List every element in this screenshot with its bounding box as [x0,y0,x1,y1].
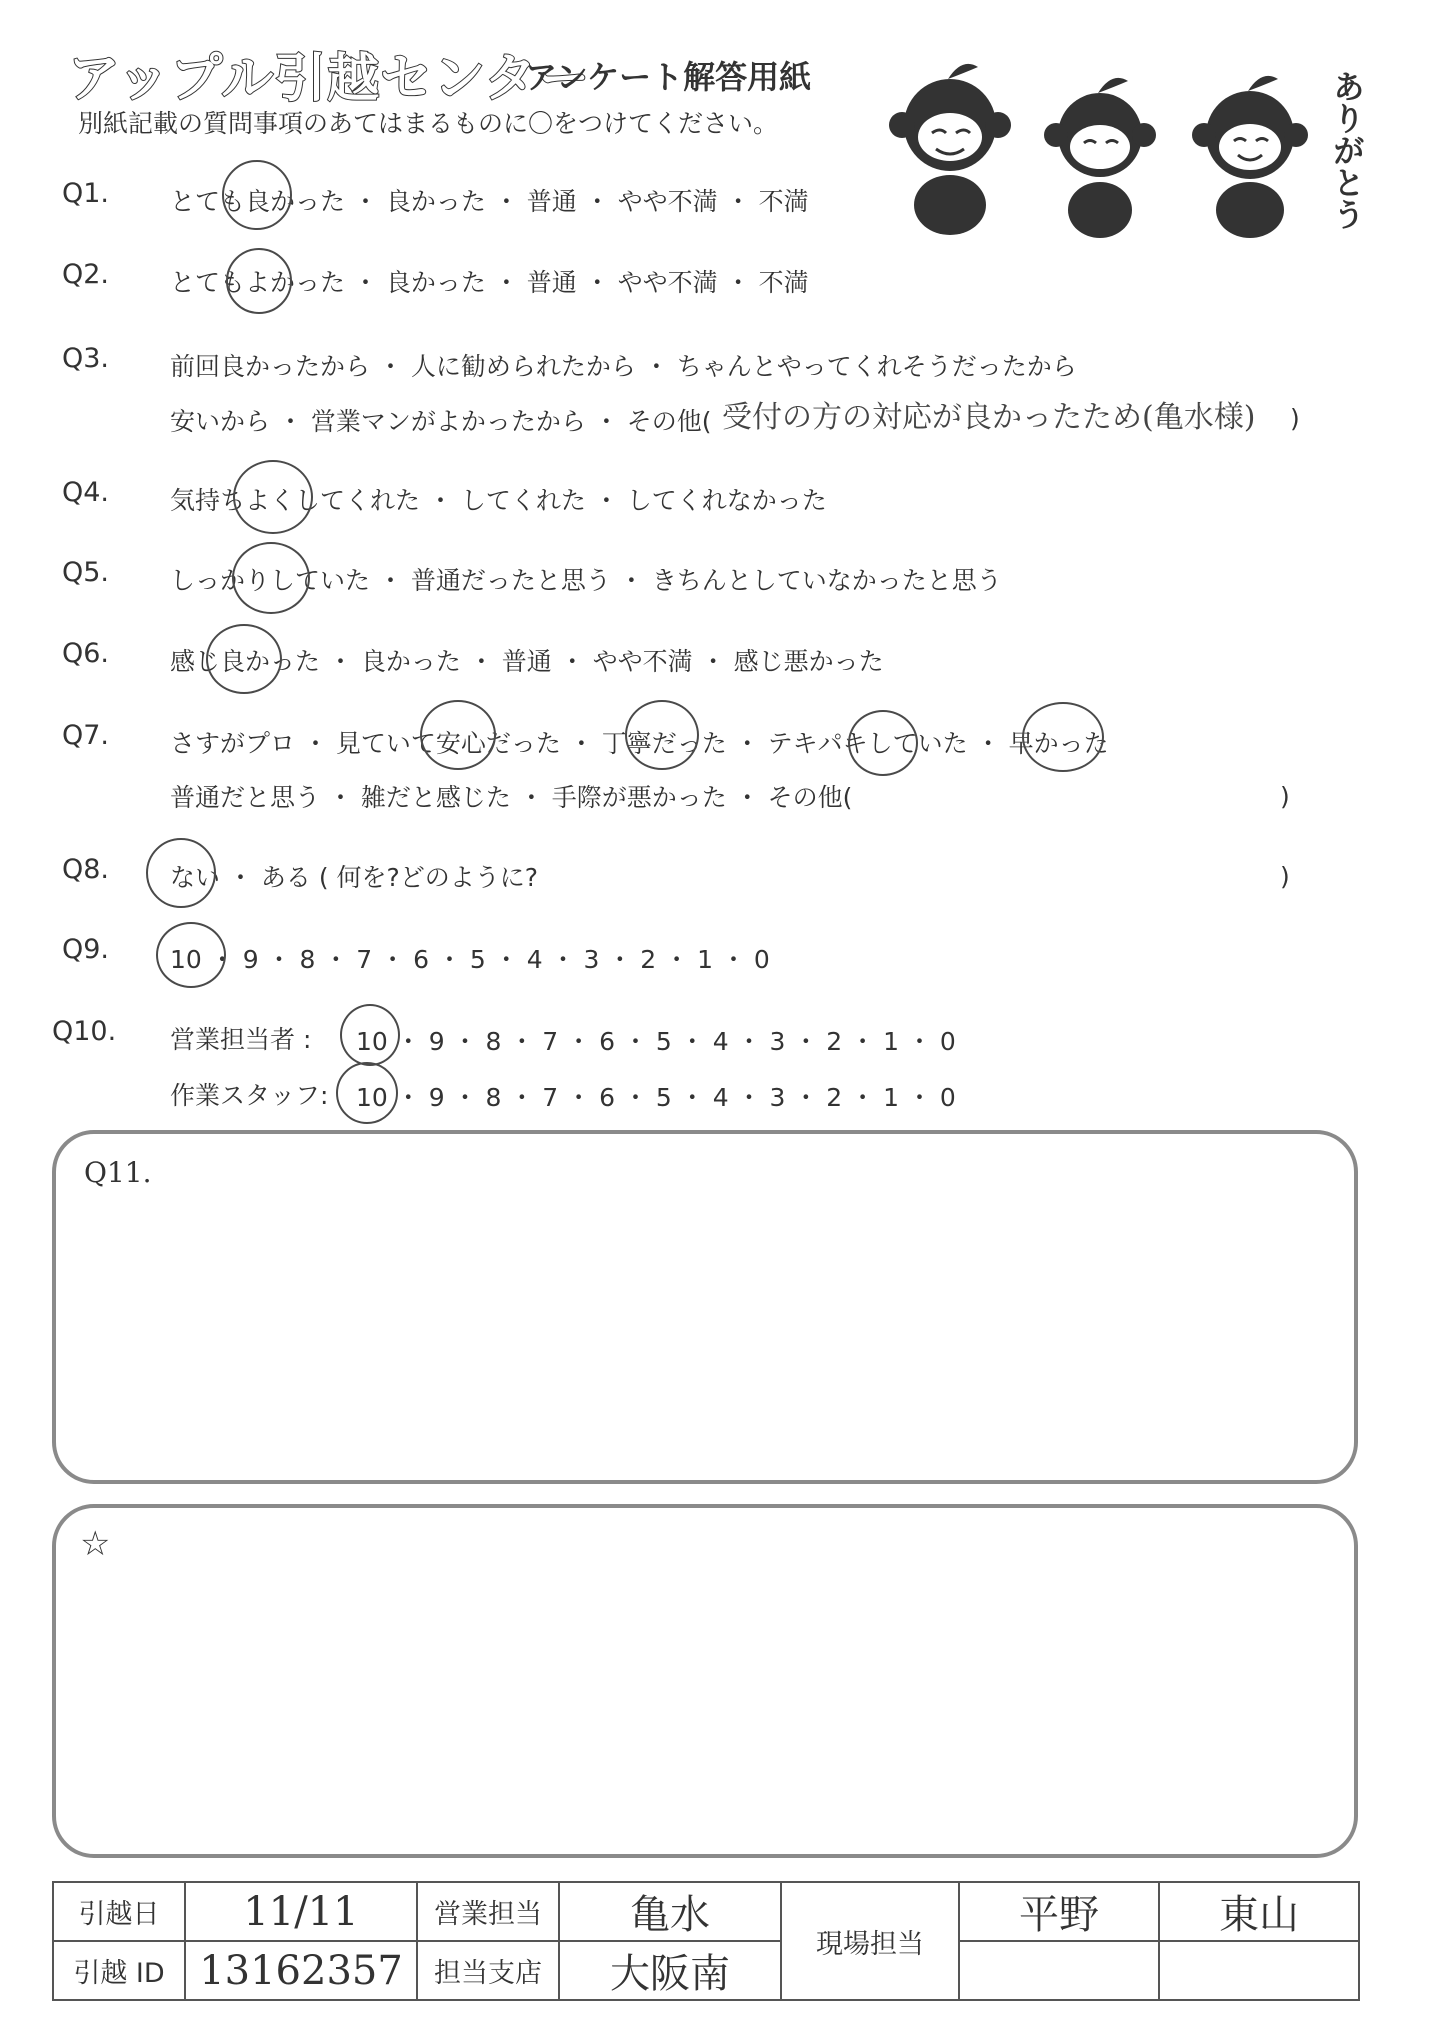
answer-circle [848,710,918,776]
mascot-thanks-text: ありがとう [1328,70,1366,230]
q2-options: とてもよかった ・ 良かった ・ 普通 ・ やや不満 ・ 不満 [170,268,809,297]
footer-info-table [52,1881,1360,2001]
sales-rep-label: 営業担当 [417,1882,559,1941]
site-rep-empty-cell [959,1941,1159,2000]
form-title: アンケート解答用紙 [525,58,812,96]
site-rep-empty-cell [1159,1941,1359,2000]
move-date-label: 引越日 [53,1882,185,1941]
q11-comment-box [52,1130,1358,1484]
answer-circle [232,542,310,614]
answer-circle [1022,702,1104,772]
q3-options-line1: 前回良かったから ・ 人に勧められたから ・ ちゃんとやってくれそうだったから [170,352,1077,381]
q6-label: Q6. [62,638,110,669]
star-label: ☆ [80,1524,111,1564]
q1-options: とても良かった ・ 良かった ・ 普通 ・ やや不満 ・ 不満 [170,187,809,216]
move-id-value: 13162357 [185,1941,417,2000]
sales-rep-value: 亀水 [559,1882,781,1941]
site-rep-label: 現場担当 [781,1882,959,2000]
q10-staff-label: 作業スタッフ: [170,1081,329,1110]
q3-close-paren: ) [1290,404,1300,433]
answer-circle [420,700,496,770]
q3-other-handwritten-answer: 受付の方の対応が良かったため(亀水様) [722,400,1256,435]
instruction-text: 別紙記載の質問事項のあてはまるものに〇をつけてください。 [78,109,779,138]
q3-options-line2: 安いから ・ 営業マンがよかったから ・ その他( [170,407,712,436]
branch-label: 担当支店 [417,1941,559,2000]
answer-circle [340,1004,400,1066]
q8-label: Q8. [62,854,110,885]
q10-staff-scale: 10 ・ 9 ・ 8 ・ 7 ・ 6 ・ 5 ・ 4 ・ 3 ・ 2 ・ 1 ・ 0 [356,1083,956,1112]
answer-circle [222,160,292,230]
move-date-value: 11/11 [185,1882,417,1941]
branch-value: 大阪南 [559,1941,781,2000]
answer-circle [625,700,699,770]
q7-options-line1: さすがプロ ・ 見ていて安心だった ・ 丁寧だった ・ テキパキしていた ・ 早かった [170,729,1109,758]
answer-circle [336,1062,398,1124]
q2-label: Q2. [62,259,110,290]
q7-label: Q7. [62,720,110,751]
q7-options-line2: 普通だと思う ・ 雑だと感じた ・ 手際が悪かった ・ その他( [170,783,853,812]
company-name: アップル引越センター [68,49,591,109]
q10-sales-scale: 10 ・ 9 ・ 8 ・ 7 ・ 6 ・ 5 ・ 4 ・ 3 ・ 2 ・ 1 ・ 0 [356,1027,956,1056]
answer-circle [156,922,226,988]
answer-circle [146,838,216,908]
q1-label: Q1. [62,178,110,209]
q11-label: Q11. [84,1156,152,1189]
q9-label: Q9. [62,934,110,965]
move-id-label: 引越 ID [53,1941,185,2000]
q5-options: しっかりしていた ・ 普通だったと思う ・ きちんとしていなかったと思う [170,566,1002,595]
q8-close-paren: ) [1280,862,1290,891]
q10-sales-label: 営業担当者 : [170,1025,312,1054]
answer-circle [233,460,313,534]
q10-label: Q10. [52,1016,117,1047]
q4-label: Q4. [62,477,110,508]
answer-circle [226,248,292,314]
mascot-illustration [880,55,1360,245]
answer-circle [206,624,282,694]
q8-options: ない ・ ある ( 何を?どのように? [170,863,539,892]
q6-options: 感じ良かった ・ 良かった ・ 普通 ・ やや不満 ・ 感じ悪かった [170,647,884,676]
q7-close-paren: ) [1280,782,1290,811]
star-comment-box [52,1504,1358,1858]
q3-label: Q3. [62,343,110,374]
q9-scale: 10 ・ 9 ・ 8 ・ 7 ・ 6 ・ 5 ・ 4 ・ 3 ・ 2 ・ 1 ・ 0 [170,945,770,974]
q4-options: 気持ちよくしてくれた ・ してくれた ・ してくれなかった [170,486,827,515]
site-rep-2-value: 東山 [1159,1882,1359,1941]
site-rep-1-value: 平野 [959,1882,1159,1941]
q5-label: Q5. [62,557,110,588]
